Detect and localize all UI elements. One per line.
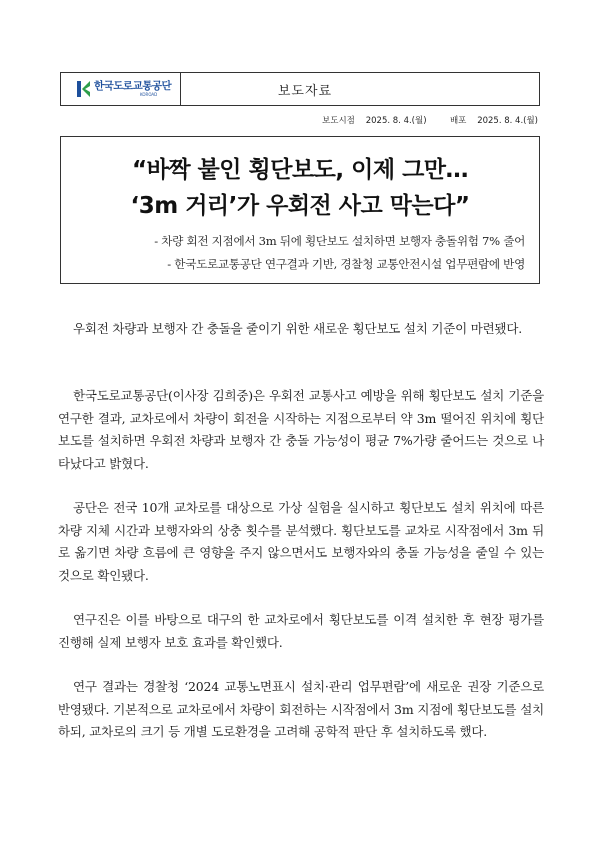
release-date: 2025. 8. 4.(월) <box>365 116 427 126</box>
release-dates <box>322 114 538 126</box>
headline-line-2: ‘3m 거리’가 우회전 사고 막는다” <box>130 193 470 219</box>
headline-box <box>60 136 540 284</box>
subtitle-2: - 한국도로교통공단 연구결과 기반, 경찰청 교통안전시설 업무편람에 반영 <box>167 257 525 271</box>
distribution-label: 배포 <box>449 116 467 126</box>
body-paragraph-1: 우회전 차량과 보행자 간 충돌을 줄이기 위한 새로운 횡단보도 설치 기준이 마련됐다. <box>73 321 523 336</box>
distribution-date: 2025. 8. 4.(월) <box>477 116 538 126</box>
koroad-logo-icon <box>77 81 91 97</box>
body-paragraph-5: 연구 결과는 경찰청 ‘2024 교통노면표시 설치·관리 업무편람’에 새로운 권장 기준으로 반영됐다. 기본적으로 교차로에서 차량이 회전하는 시작점에서 3m 지점에 횡단보도를 설치하되, 교차로의 크기 등 개별 도로환경을 고려해 공학적 판단 후 설치하도록 했다. <box>58 679 544 739</box>
body-paragraph-3: 공단은 전국 10개 교차로를 대상으로 가상 실험을 실시하고 횡단보도 설치 위치에 따른 차량 지체 시간과 보행자와의 상충 횟수를 분석했다. 횡단보도를 교차로 시작점에서 3m 뒤로 옮기면 차량 흐름에 큰 영향을 주지 않으면서도 보행자와의 충돌 가능성을 줄일 수 있는 것으로 확인됐다. <box>58 500 544 583</box>
doc-type: 보도자료 <box>277 83 333 99</box>
body-paragraph-4: 연구진은 이를 바탕으로 대구의 한 교차로에서 횡단보도를 이격 설치한 후 현장 평가를 진행해 실제 보행자 보호 효과를 확인했다. <box>58 612 544 650</box>
logo-text: 한국도로교통공단 <box>94 80 172 93</box>
release-label: 보도시점 <box>322 116 355 126</box>
logo <box>61 73 181 105</box>
logo-subtext: KOROAD <box>140 91 158 97</box>
body-paragraph-2: 한국도로교통공단(이사장 김희중)은 우회전 교통사고 예방을 위해 횡단보도 설치 기준을 연구한 결과, 교차로에서 차량이 회전을 시작하는 지점으로부터 약 3m 떨어진 위치에 횡단보도를 설치하면 우회전 차량과 보행자 간 충돌 가능성이 평균 7%가량 줄어드는 것으로 나타났다고 밝혔다. <box>58 388 544 471</box>
press-release-header <box>60 72 540 106</box>
headline-line-1: “바짝 붙인 횡단보도, 이제 그만… <box>132 157 468 183</box>
subtitle-1: - 차량 회전 지점에서 3m 뒤에 횡단보도 설치하면 보행자 충돌위험 7% 줄어 <box>154 234 525 248</box>
